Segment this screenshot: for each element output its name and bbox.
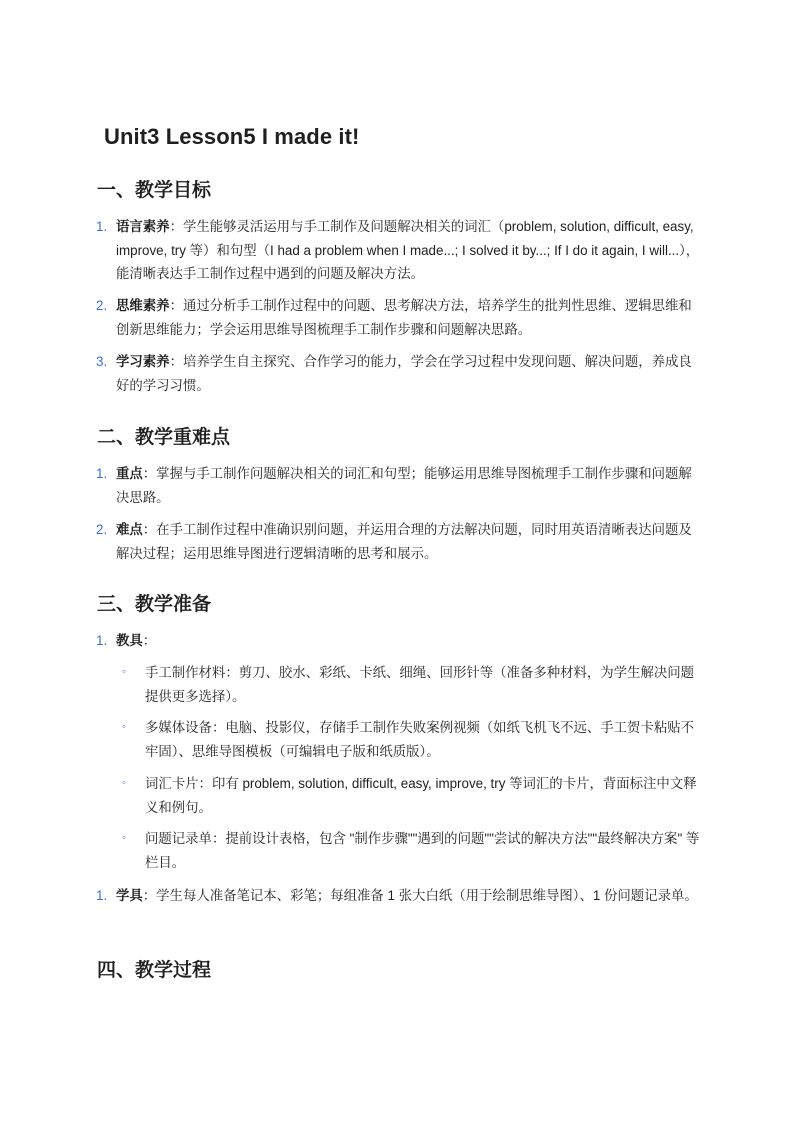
- sub-list-item: [122, 661, 700, 708]
- sub-item-text: 手工制作材料：剪刀、胶水、彩纸、卡纸、细绳、回形针等（准备多种材料，为学生解决问题提供更多选择）。: [145, 665, 695, 704]
- item-label: 学具: [116, 888, 143, 903]
- list-item: [96, 294, 700, 341]
- item-text: ：学生能够灵活运用与手工制作及问题解决相关的词汇（problem, solution, difficult, easy, improve, try 等）和句型（I had a problem when I made...; I solved it by...; If I do it again, I will...），能清晰表达手工制作过程中遇到的问题及解决方法。: [116, 219, 700, 281]
- list-number: 1.: [96, 888, 108, 903]
- list-number: 3.: [96, 354, 108, 369]
- sub-item-text: 多媒体设备：电脑、投影仪，存储手工制作失败案例视频（如纸飞机飞不远、手工贺卡粘贴不牢固）、思维导图模板（可编辑电子版和纸质版）。: [145, 720, 695, 759]
- item-label: 教具: [116, 633, 143, 648]
- sub-list-item: [122, 716, 700, 763]
- section-heading-process: 四、教学过程: [97, 960, 212, 981]
- section-heading-preparation: 三、教学准备: [97, 594, 212, 615]
- list-item: [96, 462, 700, 509]
- list-number: 1.: [96, 466, 108, 481]
- bullet-icon: ◦: [122, 666, 126, 678]
- item-label: 语言素养: [116, 219, 170, 234]
- item-label: 重点: [116, 466, 143, 481]
- bullet-icon: ◦: [122, 777, 126, 789]
- item-text: ：: [142, 633, 157, 648]
- bullet-icon: ◦: [122, 721, 126, 733]
- sub-list-item: [122, 772, 700, 819]
- item-text: ：掌握与手工制作问题解决相关的词汇和句型；能够运用思维导图梳理手工制作步骤和问题解决思路。: [116, 466, 692, 505]
- item-text: ：在手工制作过程中准确识别问题，并运用合理的方法解决问题，同时用英语清晰表达问题及解决过程；运用思维导图进行逻辑清晰的思考和展示。: [116, 522, 692, 561]
- list-number: 1.: [96, 219, 108, 234]
- list-number: 1.: [96, 633, 108, 648]
- list-item: [96, 215, 700, 286]
- list-item: [96, 350, 700, 397]
- item-text: ：通过分析手工制作过程中的问题、思考解决方法，培养学生的批判性思维、逻辑思维和创新思维能力；学会运用思维导图梳理手工制作步骤和问题解决思路。: [116, 298, 692, 337]
- list-item: [96, 884, 700, 908]
- item-label: 思维素养: [116, 298, 170, 313]
- item-label: 难点: [116, 522, 143, 537]
- list-item: [96, 518, 700, 565]
- document-title: Unit3 Lesson5 I made it!: [104, 124, 360, 149]
- item-text: ：学生每人准备笔记本、彩笔；每组准备 1 张大白纸（用于绘制思维导图）、1 份问题记录单。: [142, 888, 698, 903]
- item-text: ：培养学生自主探究、合作学习的能力，学会在学习过程中发现问题、解决问题，养成良好的学习习惯。: [116, 354, 692, 393]
- section-heading-key-points: 二、教学重难点: [97, 427, 231, 448]
- list-item: [96, 629, 700, 653]
- list-number: 2.: [96, 298, 108, 313]
- section-heading-objectives: 一、教学目标: [97, 180, 212, 201]
- sub-item-text: 问题记录单：提前设计表格，包含 "制作步骤""遇到的问题""尝试的解决方法""最终解决方案" 等栏目。: [145, 831, 700, 870]
- sub-list-item: [122, 827, 700, 874]
- list-number: 2.: [96, 522, 108, 537]
- sub-item-text: 词汇卡片：印有 problem, solution, difficult, easy, improve, try 等词汇的卡片，背面标注中文释义和例句。: [145, 776, 697, 815]
- item-label: 学习素养: [116, 354, 170, 369]
- bullet-icon: ◦: [122, 832, 126, 844]
